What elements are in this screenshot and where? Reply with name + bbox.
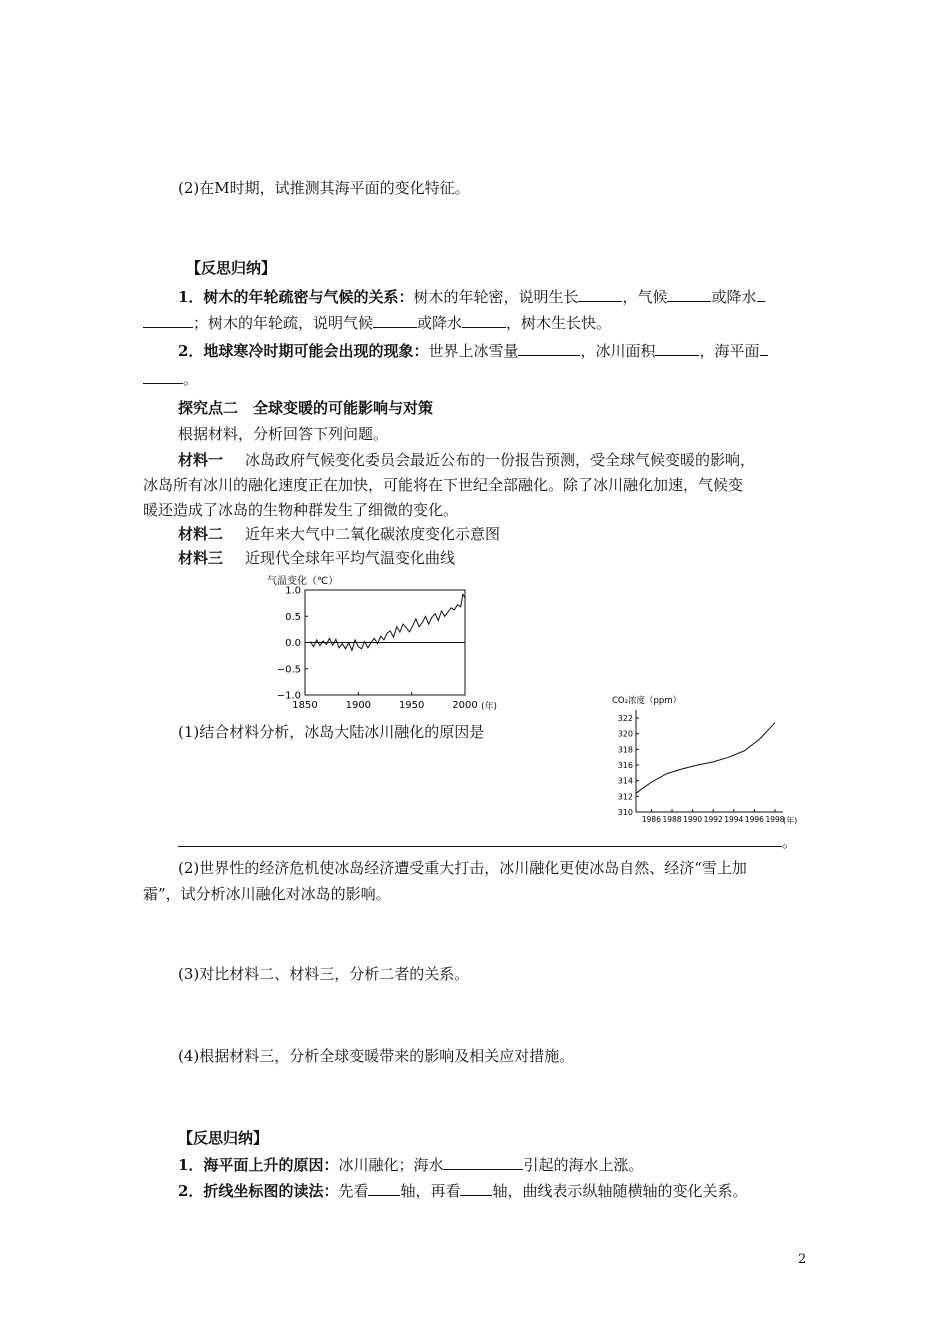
page-number: 2 — [798, 1252, 807, 1267]
material-3-label: 材料三 — [178, 549, 224, 567]
material-1-label: 材料一 — [178, 451, 224, 469]
temperature-chart-y-tick-label: 1.0 — [285, 585, 301, 597]
temperature-chart-x-tick-label: 1850 — [292, 700, 318, 711]
temperature-chart-x-tick-label: 2000 — [452, 700, 478, 711]
text: 或降水 — [417, 314, 463, 332]
answer-blank[interactable] — [443, 1154, 523, 1170]
text: ，海平面 — [699, 342, 760, 360]
reflection-1-item-2-line-1 — [178, 340, 768, 361]
temperature-chart-y-tick-label: −0.5 — [276, 664, 301, 676]
co2-chart-y-tick-label: 322 — [617, 714, 633, 723]
text: ，气候 — [622, 288, 668, 306]
reflection-heading-1: 【反思归纳】 — [186, 259, 277, 277]
section-2-intro: 根据材料，分析回答下列问题。 — [178, 425, 389, 443]
temperature-chart-x-tick-label: 1950 — [398, 700, 425, 711]
text: 引起的海水上涨。 — [523, 1156, 644, 1174]
material-2-text: 近年来大气中二氧化碳浓度变化示意图 — [245, 525, 501, 543]
co2-chart-x-tick-label: 1990 — [683, 815, 703, 824]
material-1-line-3: 暖还造成了冰岛的生物种群发生了细微的变化。 — [143, 501, 459, 519]
co2-chart-x-tick-label: 1994 — [724, 815, 744, 824]
material-2-label: 材料二 — [178, 525, 224, 543]
material-3-text: 近现代全球年平均气温变化曲线 — [245, 549, 456, 567]
co2-chart-y-tick-label: 318 — [617, 745, 633, 755]
co2-chart-y-tick-label: 310 — [617, 808, 633, 817]
reflection-1-item-1-line-2 — [143, 312, 611, 333]
answer-blank[interactable] — [462, 312, 506, 328]
answer-blank[interactable] — [143, 368, 183, 384]
answer-blank[interactable] — [143, 312, 193, 328]
text: ；树木的年轮疏，说明气候 — [193, 314, 374, 332]
text: 。 — [183, 370, 199, 388]
material-1-line-2: 冰岛所有冰川的融化速度正在加快，可能将在下世纪全部融化。除了冰川融化加速，气候变 — [143, 476, 744, 494]
reflection-heading-2: 【反思归纳】 — [178, 1129, 269, 1147]
co2-chart-y-tick-label: 314 — [617, 776, 633, 786]
temperature-chart-xlabel: (年) — [481, 702, 498, 712]
co2-chart-y-tick-label: 320 — [617, 729, 633, 739]
question-3: (3)对比材料二、材料三，分析二者的关系。 — [178, 965, 470, 983]
question-1-part-2: (2)在M时期，试推测其海平面的变化特征。 — [178, 179, 470, 197]
temperature-chart-y-tick-label: −1.0 — [276, 690, 301, 702]
co2-chart-x-tick-label: 1986 — [641, 815, 661, 824]
question-2-line-2: 霜”，试分析冰川融化对冰岛的影响。 — [143, 885, 391, 903]
question-4: (4)根据材料三，分析全球变暖带来的影响及相关应对措施。 — [178, 1047, 575, 1065]
material-2 — [178, 524, 500, 544]
section-2-title: 探究点二 全球变暖的可能影响与对策 — [178, 399, 434, 417]
answer-blank[interactable] — [373, 312, 417, 328]
reflection-2-item-1 — [178, 1154, 643, 1175]
text: 先看 — [338, 1182, 369, 1200]
question-1: (1)结合材料分析，冰岛大陆冰川融化的原因是 — [178, 723, 485, 741]
temperature-chart-x-tick-label: 1900 — [345, 700, 372, 711]
reflection-1-item-1-line-1 — [178, 286, 765, 307]
co2-chart-x-tick-label: 1992 — [703, 815, 723, 824]
text: ，冰川面积 — [580, 342, 656, 360]
answer-blank[interactable] — [518, 340, 580, 356]
temperature-chart-y-tick-label: 0.0 — [285, 638, 301, 649]
reflection-item-label: 1．海平面上升的原因： — [178, 1156, 339, 1174]
reflection-item-label: 1．树木的年轮疏密与气候的关系： — [178, 288, 414, 306]
answer-blank[interactable] — [667, 286, 711, 302]
text: 冰川融化；海水 — [338, 1156, 444, 1174]
answer-blank[interactable] — [578, 286, 622, 302]
question-1-end-mark: 。 — [782, 833, 798, 851]
co2-chart-y-tick-label: 312 — [617, 792, 633, 802]
material-1-line-1 — [178, 450, 755, 470]
reflection-item-label: 2．地球寒冷时期可能会出现的现象： — [178, 342, 429, 360]
co2-chart-y-tick-label: 316 — [617, 761, 633, 770]
co2-chart-x-tick-label: 1996 — [744, 815, 764, 824]
question-2-line-1: (2)世界性的经济危机使冰岛经济遭受重大打击，冰川融化更使冰岛自然、经济“雪上加 — [178, 859, 747, 877]
temperature-chart-ylabel: 气温变化（℃） — [267, 576, 339, 587]
answer-blank[interactable] — [460, 1180, 492, 1196]
answer-blank[interactable] — [757, 286, 765, 302]
text: 轴，曲线表示纵轴随横轴的变化关系。 — [492, 1182, 748, 1200]
co2-chart-ylabel: CO₂浓度（ppm） — [612, 696, 682, 706]
co2-chart-x-tick-label: 1998 — [765, 815, 785, 824]
co2-chart-x-tick-label: 1988 — [662, 815, 682, 824]
temperature-chart-y-tick-label: 0.5 — [285, 611, 301, 623]
text: 树木的年轮密，说明生长 — [413, 288, 579, 306]
reflection-2-item-2 — [178, 1180, 748, 1201]
co2-chart — [608, 690, 818, 830]
answer-blank[interactable] — [655, 340, 699, 356]
answer-blank[interactable] — [760, 340, 768, 356]
question-1-answer-line[interactable] — [178, 846, 782, 847]
co2-chart-xlabel: (年) — [783, 816, 798, 825]
reflection-1-item-2-line-2 — [143, 368, 198, 389]
material-1-text: 冰岛政府气候变化委员会最近公布的一份报告预测，受全球气候变暖的影响， — [245, 451, 756, 469]
co2-chart-series-line — [636, 723, 775, 794]
text: 世界上冰雪量 — [428, 342, 519, 360]
temperature-chart — [255, 570, 540, 715]
temperature-chart-series-line — [310, 594, 465, 650]
reflection-item-label: 2．折线坐标图的读法： — [178, 1182, 339, 1200]
text: 轴，再看 — [400, 1182, 461, 1200]
text: 或降水 — [711, 288, 757, 306]
text: ，树木生长快。 — [506, 314, 612, 332]
answer-blank[interactable] — [368, 1180, 400, 1196]
material-3 — [178, 548, 455, 568]
